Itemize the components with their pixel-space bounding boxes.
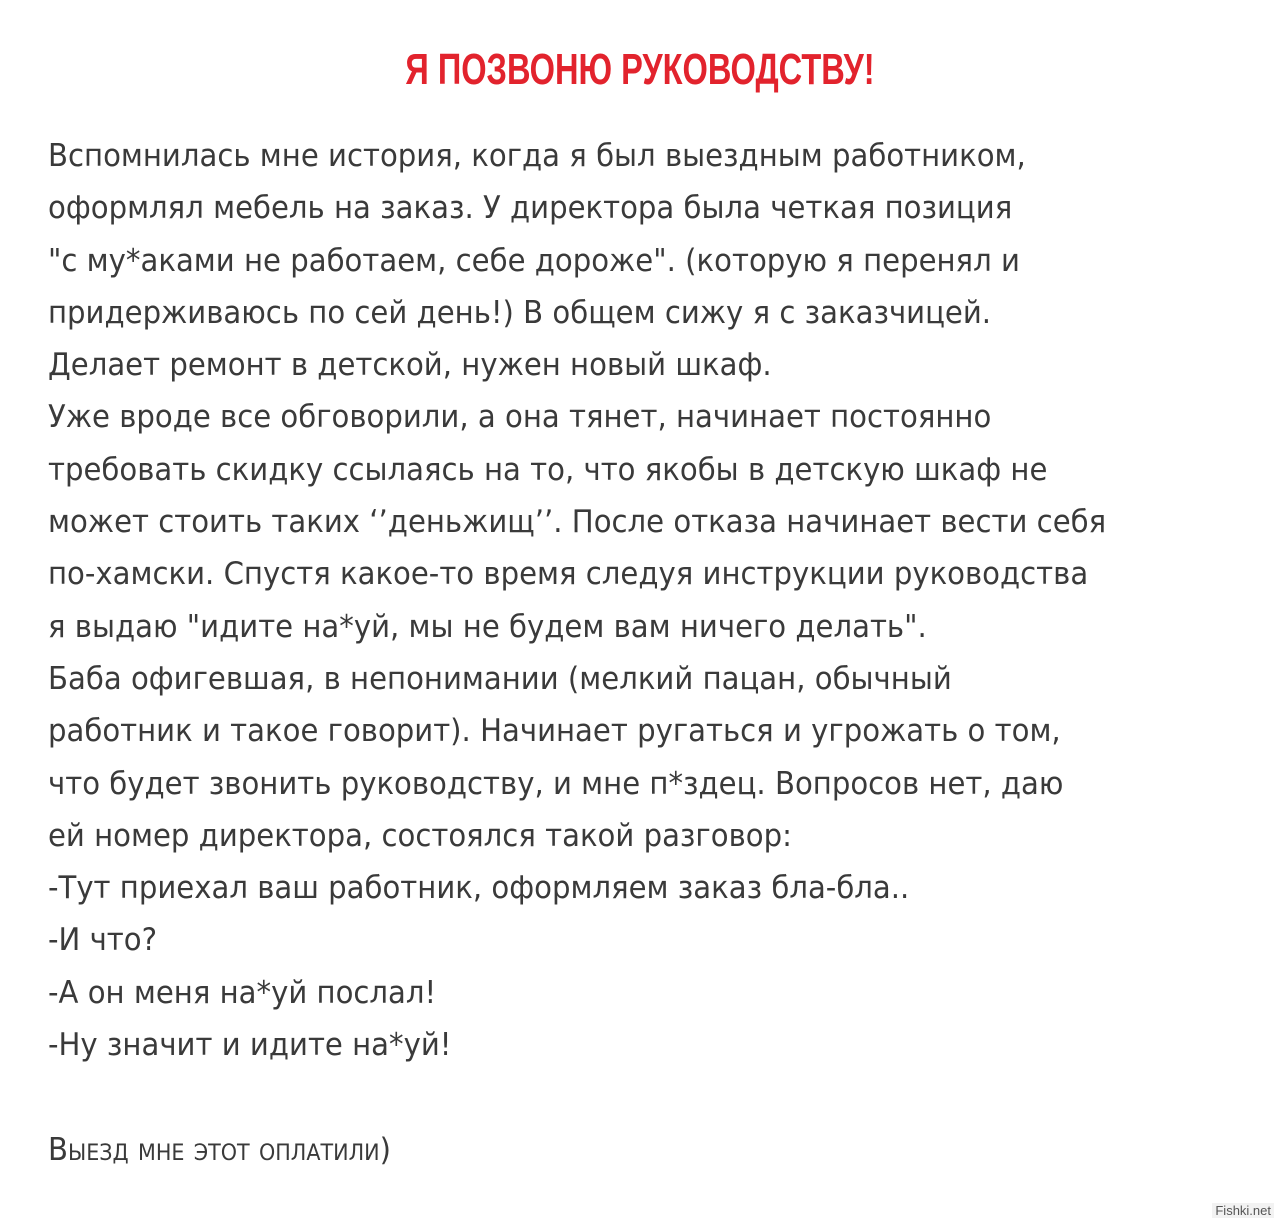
story-line: работник и такое говорит). Начинает ругаться и угрожать о том, xyxy=(48,713,1061,750)
final-line: Выезд мне этот оплатили) xyxy=(48,1131,391,1168)
dialogue-line: -А он меня на*уй послал! xyxy=(48,974,437,1011)
page-title: Я ПОЗВОНЮ РУКОВОДСТВУ! xyxy=(405,45,875,94)
story-line: требовать скидку ссылаясь на то, что якобы в детскую шкаф не xyxy=(48,451,1048,488)
story-line: может стоить таких ‘’деньжищ’’. После отказа начинает вести себя xyxy=(48,504,1107,541)
story-line: по-хамски. Спустя какое-то время следуя инструкции руководства xyxy=(48,556,1089,593)
story-line: Вспомнилась мне история, когда я был выездным работником, xyxy=(48,138,1026,174)
story-line: я выдаю "идите на*уй, мы не будем вам ничего делать". xyxy=(48,608,927,645)
dialogue-line: -И что? xyxy=(48,922,158,959)
story-line: что будет звонить руководству, и мне п*здец. Вопросов нет, даю xyxy=(48,765,1064,802)
story-line: Уже вроде все обговорили, а она тянет, начинает постоянно xyxy=(48,399,992,436)
story-line: ей номер директора, состоялся такой разговор: xyxy=(48,817,792,854)
story-line: оформлял мебель на заказ. У директора была четкая позиция xyxy=(48,190,1013,227)
blank-spacer xyxy=(48,1071,1248,1123)
story-line: Баба офигевшая, в непонимании (мелкий пацан, обычный xyxy=(48,660,952,697)
story-line: "с му*аками не работаем, себе дороже". (которую я перенял и xyxy=(48,242,1020,279)
story-text xyxy=(48,130,1248,1176)
story-line: Делает ремонт в детской, нужен новый шкаф. xyxy=(48,347,772,384)
dialogue-line: -Тут приехал ваш работник, оформляем заказ бла-бла.. xyxy=(48,870,910,907)
watermark: Fishki.net xyxy=(1212,1203,1274,1218)
story-line: придерживаюсь по сей день!) В общем сижу я с заказчицей. xyxy=(48,294,992,331)
dialogue-line: -Ну значит и идите на*уй! xyxy=(48,1027,452,1064)
